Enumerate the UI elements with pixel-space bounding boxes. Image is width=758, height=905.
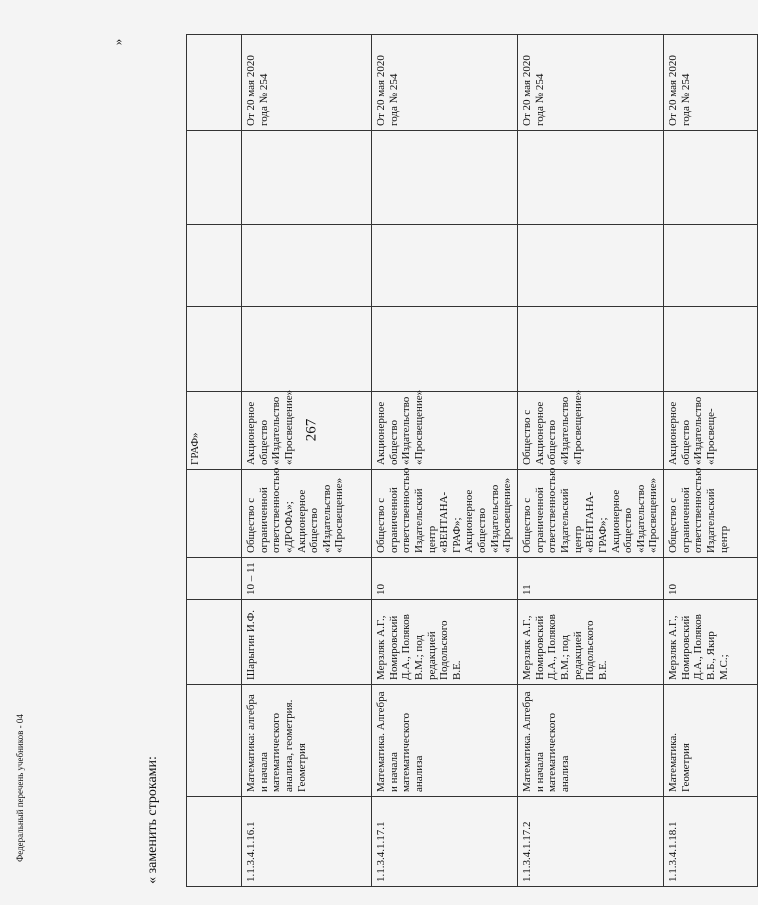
cell-code: 1.1.3.4.1.16.1 (242, 797, 372, 887)
cell-order: От 20 мая 2020 года № 254 (372, 35, 518, 131)
cell-grade: 10 (372, 558, 518, 600)
cell-publisher: Акционерное общество «Издательство «Просвещение» (372, 392, 518, 470)
cell-grade: 10 (664, 558, 758, 600)
cell-empty (242, 131, 372, 225)
cell-grade: 11 (518, 558, 664, 600)
cell-order: От 20 мая 2020 года № 254 (518, 35, 664, 131)
prev-cell-grade (187, 558, 242, 600)
table-row (242, 35, 372, 887)
cell-title: Математика: алгебра и начала математического анализа, геометрия. Геометрия (242, 685, 372, 797)
cell-authors: Мерзляк А.Г., Номировский Д.А., Поляков В.Б., Якир М.С.; (664, 600, 758, 685)
footer-text: Федеральный перечень учебников - 04 (15, 714, 25, 862)
cell-organization: Общество с ограниченной ответственностью «ДРОФА»; Акционерное общество «Издательство «Просвещение» (242, 470, 372, 558)
cell-title: Математика. Геометрия (664, 685, 758, 797)
table-row (664, 35, 758, 887)
cell-authors: Мерзляк А.Г., Номировский Д.А., Поляков В.М.; под редакцией Подольского В.Е. (518, 600, 664, 685)
table-row-previous (187, 35, 242, 887)
prev-cell-empty-1 (187, 307, 242, 392)
cell-order: От 20 мая 2020 года № 254 (664, 35, 758, 131)
prev-cell-title (187, 685, 242, 797)
cell-code: 1.1.3.4.1.17.2 (518, 797, 664, 887)
cell-organization: Общество с ограниченной ответственностью Издательский центр «ВЕНТАНА-ГРАФ»; Акционерное общество «Издательство «Просвещение» (372, 470, 518, 558)
cell-organization: Общество с ограниченной ответственностью Издательский центр «ВЕНТАНА-ГРАФ»; Акционерное общество «Издательство «Просвещение» (518, 470, 664, 558)
cell-empty (372, 131, 518, 225)
replace-instruction (145, 756, 161, 884)
cell-code: 1.1.3.4.1.17.1 (372, 797, 518, 887)
cell-grade: 10 – 11 (242, 558, 372, 600)
cell-empty (518, 307, 664, 392)
cell-authors: Мерзляк А.Г., Номировский Д.А., Поляков В.М.; под редакцией Подольского В.Е. (372, 600, 518, 685)
prev-cell-authors (187, 600, 242, 685)
cell-publisher: Акционерное общество «Издательство «Просвеще- (664, 392, 758, 470)
prev-cell-code (187, 797, 242, 887)
cell-empty (664, 307, 758, 392)
cell-empty (372, 307, 518, 392)
closing-quote: » (110, 38, 125, 46)
prev-cell-empty-2 (187, 225, 242, 307)
table-row (372, 35, 518, 887)
page-number: 267 (303, 418, 320, 442)
cell-organization: Общество с ограниченной ответственностью Издательский центр (664, 470, 758, 558)
cell-title: Математика. Алгебра и начала математического анализа (372, 685, 518, 797)
prev-cell-order (187, 35, 242, 131)
cell-empty (372, 225, 518, 307)
prev-cell-empty-3 (187, 131, 242, 225)
prev-cell-publisher: ГРАФ» (187, 392, 242, 470)
cell-publisher: Акционерное общество «Издательство «Просвещение» (242, 392, 372, 470)
curriculum-table (186, 35, 730, 887)
cell-publisher: Общество с Акционерное общество «Издательство «Просвещение» (518, 392, 664, 470)
replace-label: заменить строками: (145, 756, 160, 874)
cell-empty (664, 131, 758, 225)
cell-authors: Шарыгин И.Ф. (242, 600, 372, 685)
replace-quote: « (145, 876, 160, 884)
prev-cell-organization (187, 470, 242, 558)
cell-empty (242, 225, 372, 307)
cell-order: От 20 мая 2020 года № 254 (242, 35, 372, 131)
cell-code: 1.1.3.4.1.18.1 (664, 797, 758, 887)
cell-empty (664, 225, 758, 307)
cell-empty (242, 307, 372, 392)
cell-title: Математика. Алгебра и начала математического анализа (518, 685, 664, 797)
cell-empty (518, 131, 664, 225)
table-row (518, 35, 664, 887)
cell-empty (518, 225, 664, 307)
